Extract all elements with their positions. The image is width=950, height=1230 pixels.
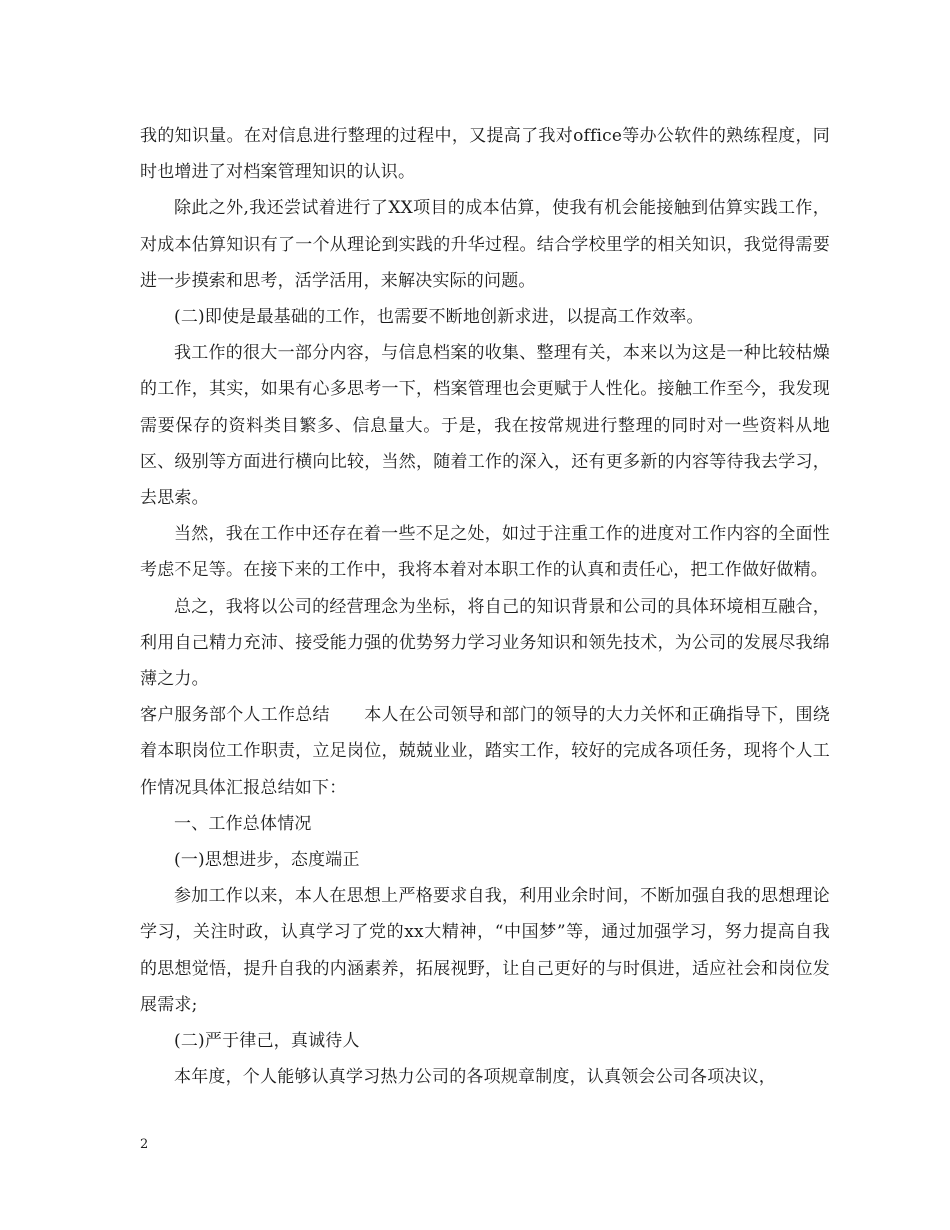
paragraph-4: 我工作的很大一部分内容，与信息档案的收集、整理有关，本来以为这是一种比较枯燥的工作，其实，如果有心多思考一下，档案管理也会更赋于人性化。接触工作至今，我发现需要保存的资料类目繁多、信息量大。于是，我在按常规进行整理的同时对一些资料从地区、级别等方面进行横向比较，当然，随着工作的深入，还有更多新的内容等待我去学习，去思索。 — [140, 343, 830, 509]
section-heading-1: 一、工作总体情况 — [174, 813, 312, 834]
paragraph-6: 总之，我将以公司的经营理念为坐标，将自己的知识背景和公司的具体环境相互融合，利用自己精力充沛、接受能力强的优势努力学习业务知识和领先技术，为公司的发展尽我绵薄之力。 — [140, 596, 830, 690]
document-body — [140, 118, 830, 1095]
paragraph-7: 客户服务部个人工作总结 本人在公司领导和部门的领导的大力关怀和正确指导下，围绕着本职岗位工作职责，立足岗位，兢兢业业，踏实工作，较好的完成各项任务，现将个人工作情况具体汇报总结如下： — [140, 705, 830, 798]
paragraph-9: 本年度，个人能够认真学习热力公司的各项规章制度，认真领会公司各项决议， — [174, 1067, 776, 1088]
paragraph-1: 我的知识量。在对信息进行整理的过程中，又提高了我对office等办公软件的熟练程度，同时也增进了对档案管理知识的认识。 — [140, 126, 830, 183]
page-number: 2 — [140, 1137, 149, 1152]
paragraph-8: 参加工作以来，本人在思想上严格要求自我，利用业余时间，不断加强自我的思想理论学习，关注时政，认真学习了党的xx大精神，“中国梦”等，通过加强学习，努力提高自我的思想觉悟，提升自我的内涵素养，拓展视野，让自己更好的与时俱进，适应社会和岗位发展需求; — [140, 886, 830, 1015]
subsection-heading-2: (二)严于律己，真诚待人 — [174, 1031, 360, 1052]
paragraph-3: (二)即使是最基础的工作，也需要不断地创新求进，以提高工作效率。 — [174, 307, 704, 328]
subsection-heading-1: (一)思想进步，态度端正 — [174, 850, 360, 871]
paragraph-5: 当然，我在工作中还存在着一些不足之处，如过于注重工作的进度对工作内容的全面性考虑不足等。在接下来的工作中，我将本着对本职工作的认真和责任心，把工作做好做精。 — [140, 524, 830, 581]
paragraph-2: 除此之外,我还尝试着进行了XX项目的成本估算，使我有机会能接触到估算实践工作，对成本估算知识有了一个从理论到实践的升华过程。结合学校里学的相关知识，我觉得需要进一步摸索和思考，活学活用，来解决实际的问题。 — [140, 198, 830, 291]
